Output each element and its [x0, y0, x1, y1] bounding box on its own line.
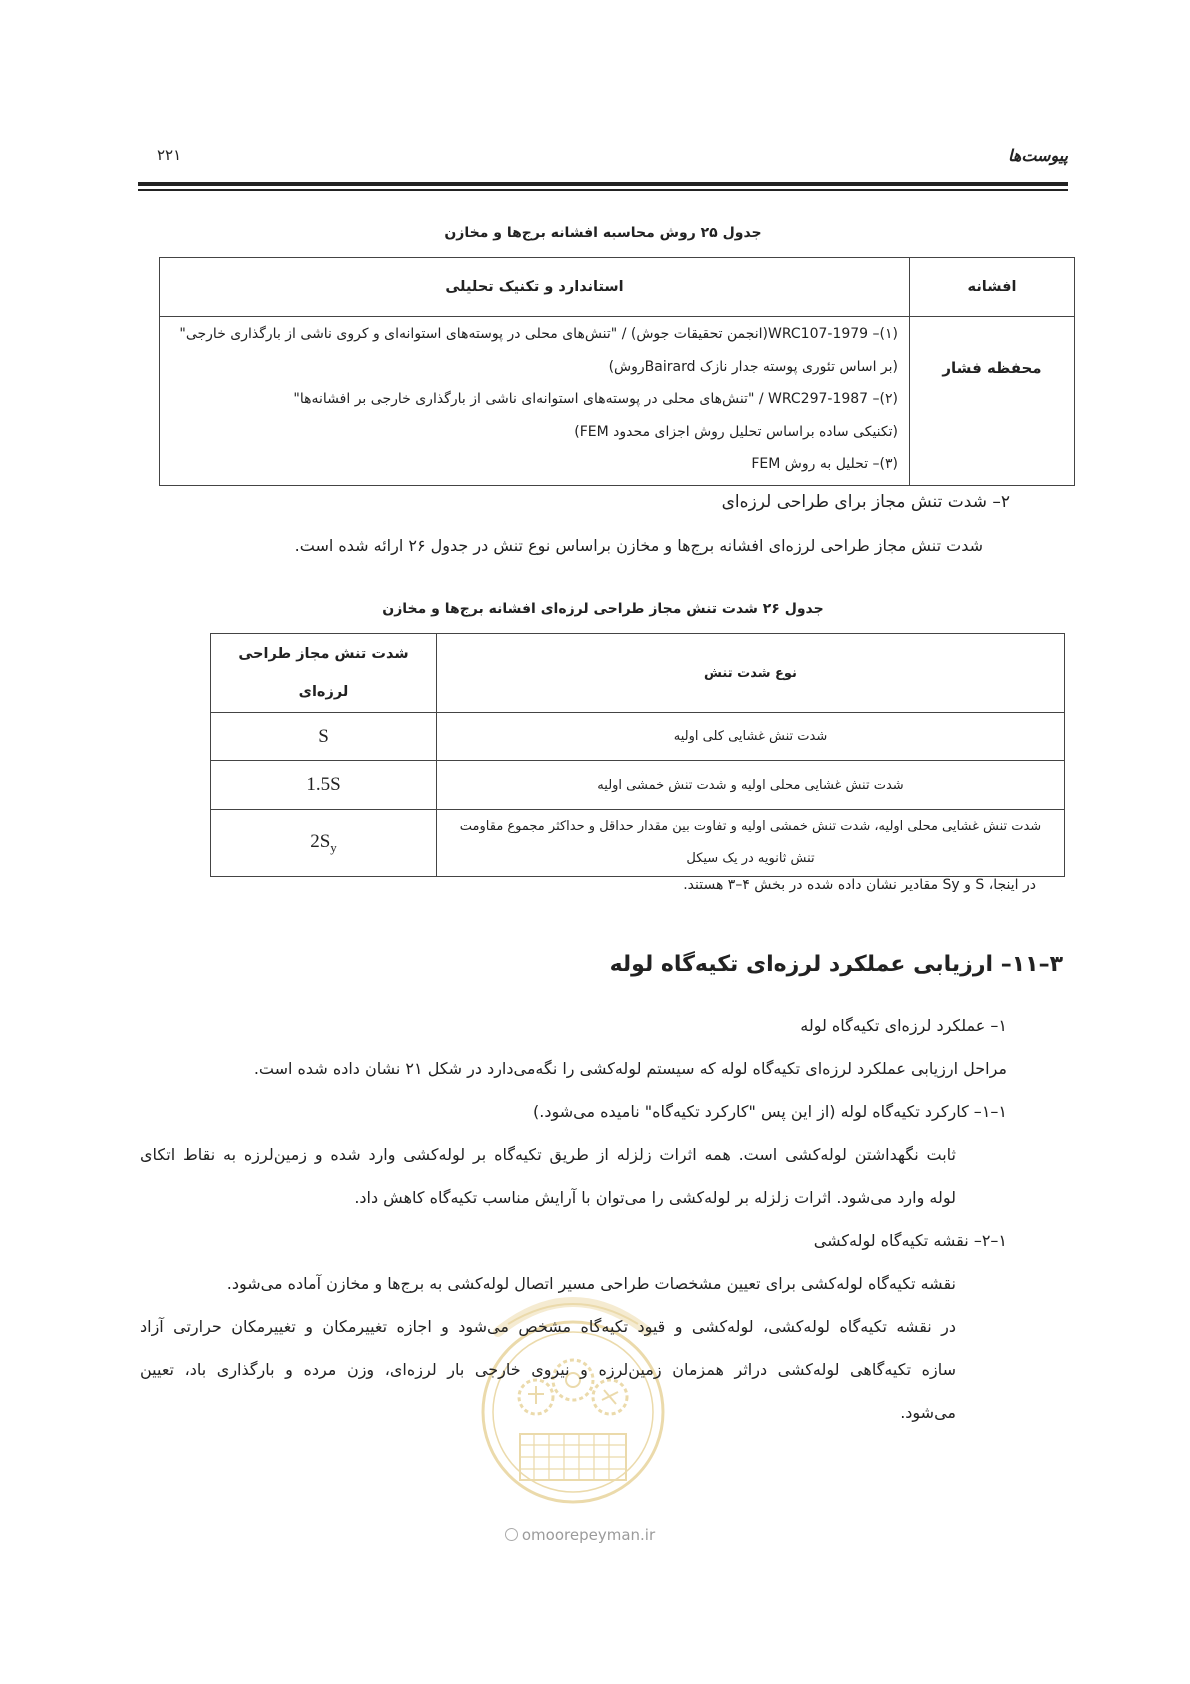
- table-26-caption: جدول ۲۶ شدت تنش مجاز طراحی لرزه‌ای افشانه برج‌ها و مخازن: [382, 601, 824, 617]
- stress-type-line: شدت تنش غشایی محلی اولیه، شدت تنش خمشی اولیه و تفاوت بین مقدار حداقل و حداکثر مجموع مقاومت: [459, 819, 1042, 834]
- table-25-caption: جدول ۲۵ روش محاسبه افشانه برج‌ها و مخازن: [444, 225, 762, 241]
- allowable-value-main: 2S: [310, 830, 331, 852]
- page-number: ۲۲۱: [157, 146, 182, 164]
- table-row: [160, 317, 1075, 486]
- watermark-url-text: omoorepeyman.ir: [521, 1526, 656, 1544]
- page-title: پیوست‌ها: [1008, 146, 1068, 165]
- subsection-title: ۱–۱– کارکرد تکیه‌گاه لوله (از این پس "کارکرد تکیه‌گاه" نامیده می‌شود.): [533, 1102, 1007, 1121]
- subsection-title: ۱–۲– نقشه تکیه‌گاه لوله‌کشی: [813, 1231, 1007, 1250]
- cell-allowable-value: [211, 810, 437, 877]
- table-26: [210, 633, 1065, 877]
- paragraph-line: سازه تکیه‌گاهی لوله‌کشی دراثر همزمان زمین‌لرزه و نیروی خارجی بار لرزه‌ای، وزن مرده و بارگذاری باد، تعیین: [140, 1360, 956, 1379]
- cell-stress-type: [437, 810, 1065, 877]
- table-26-note: در اینجا، S و Sy مقادیر نشان داده شده در بخش ۴–۳ هستند.: [683, 877, 1036, 893]
- paragraph-line: در نقشه تکیه‌گاه لوله‌کشی، لوله‌کشی و قیود تکیه‌گاه مشخص می‌شود و اجازه تغییرمکان و تغییرمکان حرارتی آزاد: [140, 1317, 956, 1336]
- watermark-url: [470, 1526, 690, 1544]
- table-header-row: [160, 258, 1075, 317]
- header-rule-thin: [138, 189, 1068, 191]
- subsection-title: ۱– عملکرد لرزه‌ای تکیه‌گاه لوله: [800, 1016, 1007, 1035]
- standard-line: (۳)– تحلیل به روش FEM: [751, 456, 898, 473]
- header-allowable-stress: [211, 634, 437, 713]
- table-row: [211, 761, 1065, 810]
- allowable-value-subscript: y: [330, 839, 337, 855]
- cell-standard: [160, 317, 910, 486]
- paragraph-line: نقشه تکیه‌گاه لوله‌کشی برای تعیین مشخصات طراحی مسیر اتصال لوله‌کشی به برج‌ها و مخازن آماده می‌شود.: [226, 1274, 956, 1293]
- table-header-row: [211, 634, 1065, 713]
- section-2-heading: ۲– شدت تنش مجاز برای طراحی لرزه‌ای: [721, 492, 1010, 512]
- standard-line: (تکنیکی ساده براساس تحلیل روش اجزای محدود FEM): [574, 423, 898, 440]
- header-rule-thick: [138, 182, 1068, 186]
- table-row: [211, 713, 1065, 761]
- standard-line: (۲)– WRC297-1987 / "تنش‌های محلی در پوسته‌های استوانه‌ای ناشی از بارگذاری خارجی بر افشانه‌ها": [293, 391, 898, 408]
- header-standard: استاندارد و تکنیک تحلیلی: [160, 258, 910, 317]
- cell-allowable-value: S: [211, 713, 437, 761]
- paragraph-line: می‌شود.: [900, 1403, 956, 1422]
- globe-icon: [505, 1528, 518, 1541]
- cell-stress-type: شدت تنش غشایی محلی اولیه و شدت تنش خمشی اولیه: [437, 761, 1065, 810]
- cell-nozzle: محفظه فشار: [910, 317, 1075, 486]
- paragraph-line: مراحل ارزیابی عملکرد لرزه‌ای تکیه‌گاه لوله که سیستم لوله‌کشی را نگه‌می‌دارد در شکل ۲۱ نشان داده شده است.: [253, 1059, 1007, 1078]
- section-3-11-body: [140, 1004, 1007, 1434]
- table-row: [211, 810, 1065, 877]
- header-stress-type: نوع شدت تنش: [437, 634, 1065, 713]
- paragraph-line: ثابت نگهداشتن لوله‌کشی است. همه اثرات زلزله از طریق تکیه‌گاه بر لوله‌کشی وارد شده و زمین‌لرزه به نقاط اتکای: [140, 1145, 956, 1164]
- section-2-text: شدت تنش مجاز طراحی لرزه‌ای افشانه برج‌ها و مخازن براساس نوع تنش در جدول ۲۶ ارائه شده است.: [294, 536, 983, 555]
- header-allowable-line: شدت تنش مجاز طراحی: [238, 646, 409, 662]
- paragraph-line: لوله وارد می‌شود. اثرات زلزله بر لوله‌کشی را می‌توان با آرایش مناسب تکیه‌گاه کاهش داد.: [354, 1188, 956, 1207]
- cell-stress-type: شدت تنش غشایی کلی اولیه: [437, 713, 1065, 761]
- standard-line: (بر اساس تئوری پوسته جدار نازک Bairardروش): [608, 358, 898, 375]
- section-3-11-heading: ۳–۱۱– ارزیابی عملکرد لرزه‌ای تکیه‌گاه لوله: [609, 952, 1063, 977]
- stress-type-line: تنش ثانویه در یک سیکل: [686, 851, 815, 866]
- header-nozzle: افشانه: [910, 258, 1075, 317]
- standard-line: (۱)– WRC107-1979(انجمن تحقیقات جوش) / "تنش‌های محلی در پوسته‌های استوانه‌ای و کروی ناشی از بارگذاری خارجی": [179, 326, 898, 342]
- cell-allowable-value: 1.5S: [211, 761, 437, 810]
- table-25: [159, 257, 1075, 486]
- header-allowable-line: لرزه‌ای: [298, 684, 349, 700]
